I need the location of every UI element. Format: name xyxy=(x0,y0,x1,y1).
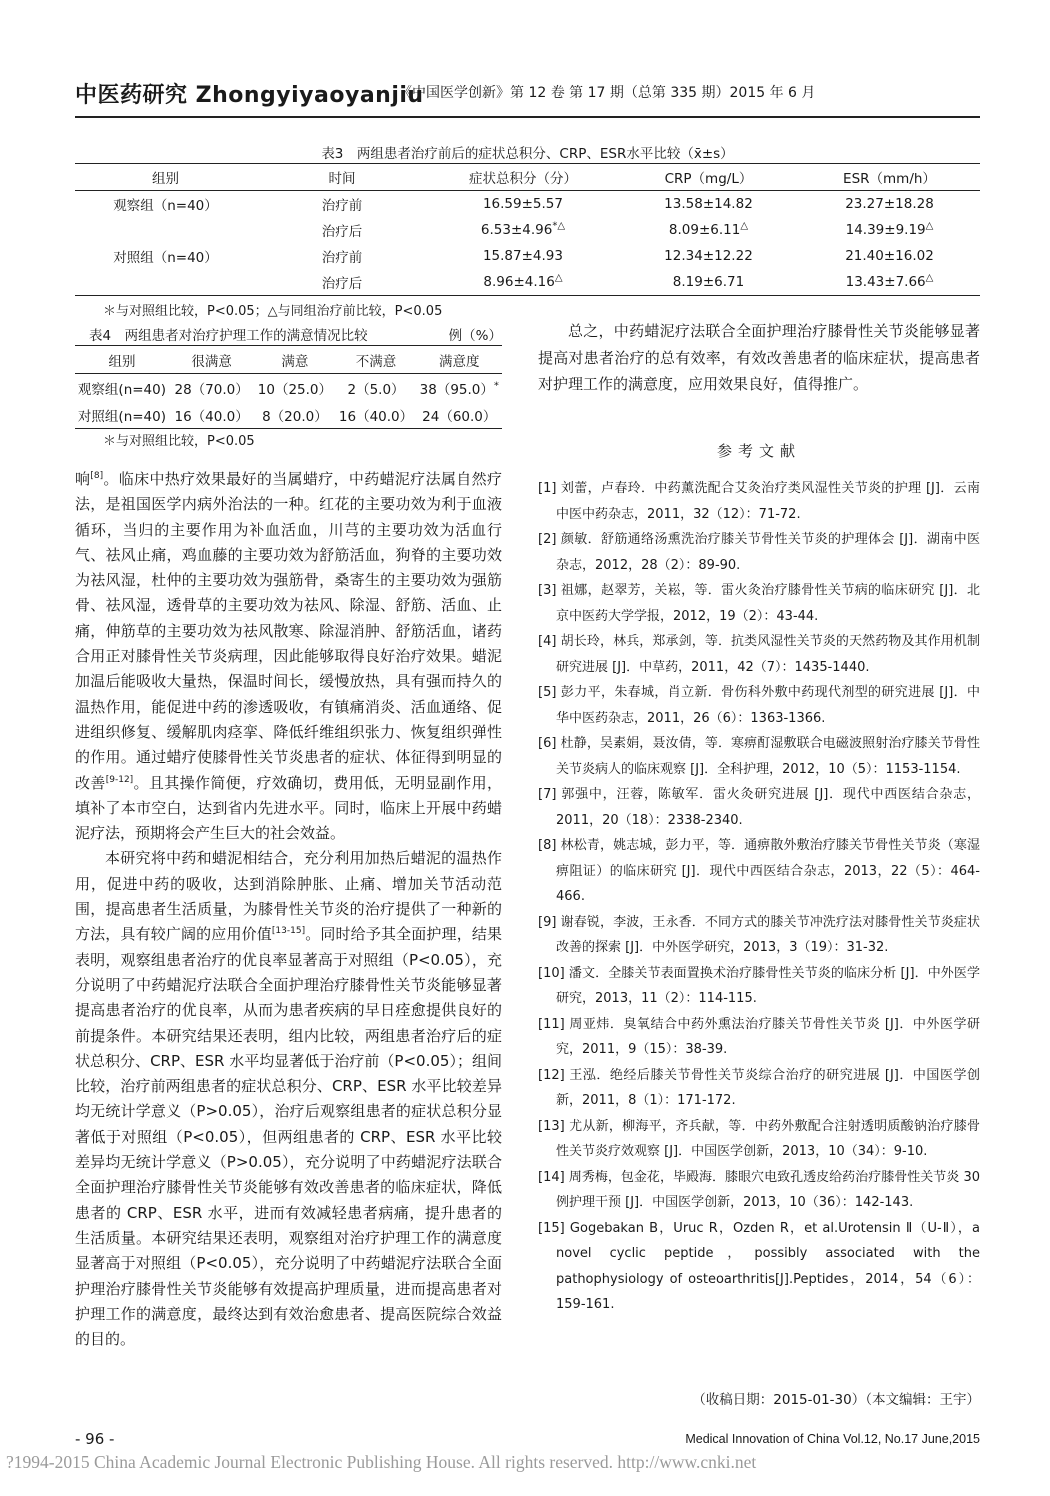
significance-mark: △ xyxy=(554,272,563,284)
reference-item: [15] Gogebakan B，Uruc R，Ozden R，et al.Urotensin Ⅱ（U-Ⅱ），a novel cyclic peptide，possibly associated with the pathophysiology of osteoarthritis[J].Peptides，2014，54（6）：159-161. xyxy=(538,1220,980,1312)
value: 6.53±4.96 xyxy=(480,222,553,238)
time-cell: 治疗前 xyxy=(321,198,363,214)
group-cell: 观察组（n=40） xyxy=(113,198,218,214)
reference-item: [12] 王泓．绝经后膝关节骨性关节炎综合治疗的研究进展 [J]．中国医学创新，2011，8（1）：171-172. xyxy=(538,1067,980,1108)
score-cell xyxy=(428,191,618,218)
table-row xyxy=(75,217,980,243)
esr-cell xyxy=(799,243,980,269)
crp-cell xyxy=(618,191,799,218)
time-cell: 治疗后 xyxy=(321,276,363,292)
table3-note: ＊与对照组比较，P<0.05；△与同组治疗前比较，P<0.05 xyxy=(103,304,443,319)
table3-header-cell: 组别 xyxy=(152,171,179,187)
copyright-watermark: ?1994-2015 China Academic Journal Electronic Publishing House. All rights reserved. http://www.cnki.net xyxy=(6,1452,757,1472)
value: 8.09±6.11 xyxy=(668,222,741,238)
table3-header-cell: ESR（mm/h） xyxy=(843,171,936,187)
group-cell xyxy=(75,217,256,243)
table4 xyxy=(75,345,502,429)
table-row xyxy=(75,374,502,402)
significance-mark: * xyxy=(493,380,499,391)
very-satisfied-cell: 16（40.0） xyxy=(174,408,249,425)
value: 15.87±4.93 xyxy=(482,248,563,264)
crp-cell xyxy=(618,243,799,269)
significance-mark: △ xyxy=(740,220,749,232)
journal-title: 中医药研究 Zhongyiyaoyanjiu xyxy=(75,83,424,108)
satisfaction-rate-cell xyxy=(417,374,502,402)
value: 24（60.0） xyxy=(422,408,497,425)
header-rule xyxy=(75,116,980,118)
table3-header-cell: 症状总积分（分） xyxy=(468,171,577,187)
value: 8.96±4.16 xyxy=(483,274,555,290)
reference-item: [6] 杜静，吴素娟，聂汝倩，等．寒痹酊湿敷联合电磁波照射治疗膝关节骨性关节炎病人的临床观察 [J]．全科护理，2012，10（5）：1153-1154. xyxy=(538,736,980,777)
score-cell xyxy=(428,243,618,269)
table4-note: ＊与对照组比较，P<0.05 xyxy=(103,434,255,449)
value: 13.43±7.66 xyxy=(845,274,926,290)
table4-header-cell: 满意度 xyxy=(439,353,480,370)
reference-item: [1] 刘蕾，卢春玲．中药薰洗配合艾灸治疗类风湿性关节炎的护理 [J]．云南中医中药杂志，2011，32（12）：71-72. xyxy=(538,481,980,522)
time-cell: 治疗前 xyxy=(321,250,363,266)
table-row xyxy=(75,243,980,269)
citation: [13-15] xyxy=(271,926,306,937)
table4-unit: 例（%） xyxy=(448,328,502,344)
reference-item: [2] 颜敏．舒筋通络汤熏洗治疗膝关节骨性关节炎的护理体会 [J]．湖南中医杂志，2012，28（2）：89-90. xyxy=(538,532,980,573)
group-cell: 观察组(n=40) xyxy=(77,381,167,398)
significance-mark: *△ xyxy=(552,220,566,232)
group-cell xyxy=(75,269,256,296)
reference-item: [14] 周秀梅，包金花，毕殿海．膝眼穴电致孔透皮给药治疗膝骨性关节炎 30 例护理干预 [J]．中国医学创新，2013，10（36）：142-143. xyxy=(538,1169,980,1210)
table-row xyxy=(75,269,980,296)
conclusion-paragraph: 总之，中药蜡泥疗法联合全面护理治疗膝骨性关节炎能够显著提高对患者治疗的总有效率，有效改善患者的临床症状，提高患者对护理工作的满意度，应用效果良好，值得推广。 xyxy=(538,322,980,393)
reference-item: [13] 尤从新，柳海平，齐兵献，等．中药外敷配合注射透明质酸钠治疗膝骨性关节炎疗效观察 [J]．中国医学创新，2013，10（34）：9-10. xyxy=(538,1118,980,1159)
value: 38（95.0） xyxy=(419,381,494,398)
satisfied-cell: 10（25.0） xyxy=(257,381,333,398)
references-list xyxy=(538,476,980,1318)
table4-header-cell: 组别 xyxy=(108,353,136,370)
text-run: 。且其操作简便，疗效确切，费用低，无明显副作用，填补了本市空白，达到省内先进水平。同时，临床上开展中药蜡泥疗法，预期将会产生巨大的社会效益。 xyxy=(75,773,502,843)
table4-header-cell: 很满意 xyxy=(191,353,232,370)
issue-info: 《中国医学创新》第 12 卷 第 17 期（总第 335 期）2015 年 6 月 xyxy=(398,85,816,101)
significance-mark: △ xyxy=(925,220,934,232)
paragraph xyxy=(75,467,502,846)
table3-header-row xyxy=(75,164,980,191)
discussion-left-column xyxy=(75,467,502,1352)
score-cell xyxy=(428,269,618,296)
text-run: 。临床中热疗效果最好的当属蜡疗，中药蜡泥疗法属自然疗法，是祖国医学内病外治法的一种。红花的主要功效为利于血液循环，当归的主要作用为补血活血，川芎的主要功效为活血行气、祛风止痛，鸡血藤的主要功效为舒筋活血，狗脊的主要功效为祛风湿，杜仲的主要功效为强筋骨，桑寄生的主要功效为强筋骨、祛风湿，透骨草的主要功效为祛风、除湿、舒筋、活血、止痛，伸筋草的主要功效为祛风散寒、除湿消肿、舒筋活血，诸药合用正对膝骨性关节炎病理，因此能够取得良好治疗效果。蜡泥加温后能吸收大量热，保温时间长，缓慢放热，具有强而持久的温热作用，能促进中药的渗透吸收，有镇痛消炎、活血通络、促进组织修复、缓解肌肉痉挛、降低纤维组织张力、恢复组织弹性的作用。通过蜡疗使膝骨性关节炎患者的症状、体征得到明显的改善 xyxy=(75,470,502,792)
running-header xyxy=(75,78,980,110)
text-run: 响 xyxy=(75,470,91,488)
table4-header-cell: 不满意 xyxy=(355,353,397,370)
esr-cell xyxy=(799,217,980,243)
text-run: 。同时给予其全面护理，结果表明，观察组患者治疗的优良率显著高于对照组（P<0.05），充分说明了中药蜡泥疗法联合全面护理治疗膝骨性关节炎能够显著提高患者治疗的优良率，从而为患者疾病的早日痊愈提供良好的前提条件。本研究结果还表明，组内比较，两组患者治疗后的症状总积分、CRP、ESR 水平均显著低于治疗前（P<0.05）；组间比较，治疗前两组患者的症状总积分、CRP、ESR 水平比较差异均无统计学意义（P>0.05），治疗后观察组患者的症状总积分显著低于对照组（P<0.05），但两组患者的 CRP、ESR 水平比较差异均无统计学意义（P>0.05），充分说明了中药蜡泥疗法联合全面护理治疗膝骨性关节炎能够有效改善患者的临床症状，降低患者的 CRP、ESR 水平，进而有效减轻患者病痛，提升患者的生活质量。本研究结果还表明，观察组对治疗护理工作的满意度显著高于对照组（P<0.05），充分说明了中药蜡泥疗法联合全面护理治疗膝骨性关节炎能够有效提高护理质量，进而提高患者对护理工作的满意度，最终达到有效治愈患者、提高医院综合效益的目的。 xyxy=(75,925,502,1349)
esr-cell xyxy=(799,191,980,218)
journal-footer: Medical Innovation of China Vol.12, No.17 June,2015 xyxy=(685,1432,980,1446)
value: 14.39±9.19 xyxy=(845,222,926,238)
unsatisfied-cell: 2（5.0） xyxy=(347,381,405,398)
table-row xyxy=(75,401,502,429)
value: 13.58±14.82 xyxy=(664,196,753,212)
crp-cell xyxy=(618,217,799,243)
citation: [9-12] xyxy=(105,774,134,785)
table3 xyxy=(75,163,980,296)
reference-item: [9] 谢春锐，李波，王永香．不同方式的膝关节冲洗疗法对膝骨性关节炎症状改善的探索 [J]．中外医学研究，2013，3（19）：31-32. xyxy=(538,914,980,955)
paragraph xyxy=(75,846,502,1352)
reference-item: [4] 胡长玲，林兵，郑承剑，等．抗类风湿性关节炎的天然药物及其作用机制研究进展 [J]．中草药，2011，42（7）：1435-1440. xyxy=(538,634,980,675)
page-number: - 96 - xyxy=(75,1430,115,1448)
reference-item: [11] 周亚炜．臭氧结合中药外熏法治疗膝关节骨性关节炎 [J]．中外医学研究，2011，9（15）：38-39. xyxy=(538,1016,980,1057)
table4-header-cell: 满意 xyxy=(281,353,309,370)
table4-header-row xyxy=(75,346,502,374)
value: 21.40±16.02 xyxy=(845,248,934,264)
text-run: 本研究将中药和蜡泥相结合，充分利用加热后蜡泥的温热作用，促进中药的吸收，达到消除肿胀、止痛、增加关节活动范围，提高患者生活质量，为膝骨性关节炎的治疗提供了一种新的方法，具有较广阔的应用价值 xyxy=(75,849,502,944)
reference-item: [3] 祖娜，赵翠芳，关崧，等．雷火灸治疗膝骨性关节病的临床研究 [J]．北京中医药大学学报，2012，19（2）：43-44. xyxy=(538,583,980,624)
value: 16.59±5.57 xyxy=(482,196,563,212)
unsatisfied-cell: 16（40.0） xyxy=(338,408,414,425)
reference-item: [10] 潘文．全膝关节表面置换术治疗膝骨性关节炎的临床分析 [J]．中外医学研究，2013，11（2）：114-115. xyxy=(538,965,980,1006)
table3-header-cell: CRP（mg/L） xyxy=(664,171,753,187)
conclusion-column xyxy=(538,318,980,398)
very-satisfied-cell: 28（70.0） xyxy=(174,381,249,398)
crp-cell xyxy=(618,269,799,296)
table4-title: 表4 两组患者对治疗护理工作的满意情况比较 xyxy=(89,328,368,344)
score-cell xyxy=(428,217,618,243)
satisfaction-rate-cell xyxy=(417,401,502,429)
citation: [8] xyxy=(90,471,104,481)
esr-cell xyxy=(799,269,980,296)
table-row xyxy=(75,191,980,218)
reference-item: [8] 林松青，姚志城，彭力平，等．通痹散外敷治疗膝关节骨性关节炎（寒湿痹阻证）的临床研究 [J]．现代中西医结合杂志，2013，22（5）：464-466. xyxy=(538,838,980,904)
satisfied-cell: 8（20.0） xyxy=(262,408,328,425)
value: 12.34±12.22 xyxy=(664,248,753,264)
received-date: （收稿日期：2015-01-30）（本文编辑：王宇） xyxy=(692,1392,980,1408)
value: 23.27±18.28 xyxy=(845,196,934,212)
table3-caption: 表3 两组患者治疗前后的症状总积分、CRP、ESR水平比较（x̄±s） xyxy=(321,146,734,162)
significance-mark: △ xyxy=(925,272,934,284)
reference-item: [5] 彭力平，朱春城，肖立新．骨伤科外敷中药现代剂型的研究进展 [J]．中华中医药杂志，2011，26（6）：1363-1366. xyxy=(538,685,980,726)
value: 8.19±6.71 xyxy=(672,274,745,290)
group-cell: 对照组(n=40) xyxy=(77,408,167,425)
table3-header-cell: 时间 xyxy=(328,171,356,187)
reference-item: [7] 郭强中，汪蓉，陈敏军．雷火灸研究进展 [J]．现代中西医结合杂志，2011，20（18）：2338-2340. xyxy=(538,787,980,828)
group-cell: 对照组（n=40） xyxy=(113,250,218,266)
references-heading: 参考文献 xyxy=(716,442,801,460)
time-cell: 治疗后 xyxy=(321,224,363,240)
